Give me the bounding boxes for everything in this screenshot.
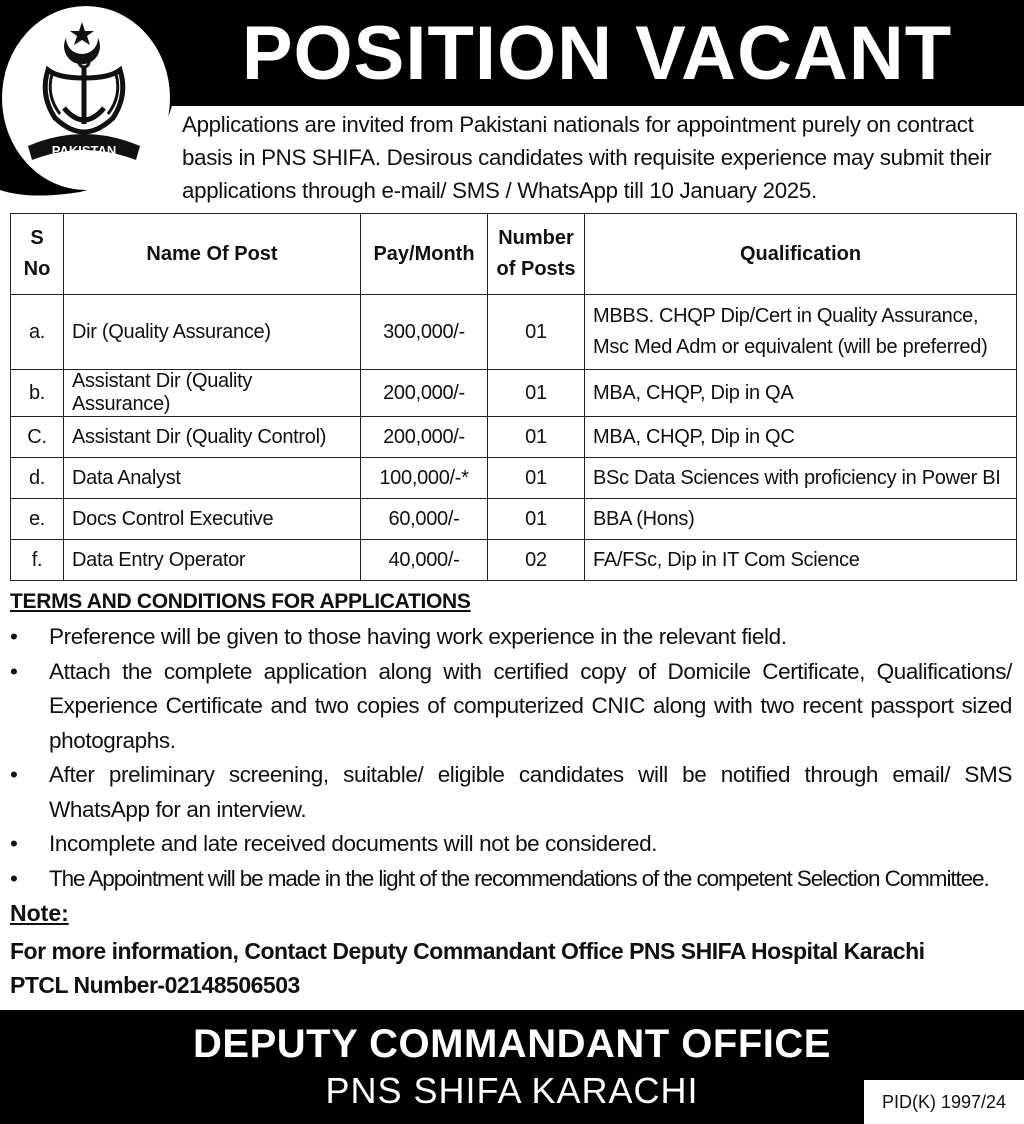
header-pay: Pay/Month (361, 214, 488, 295)
row-post-name: Docs Control Executive (64, 499, 361, 540)
bullet-icon: • (10, 658, 18, 684)
note-label: Note: (10, 900, 69, 926)
table-row (11, 458, 1017, 499)
contact-info: For more information, Contact Deputy Commandant Office PNS SHIFA Hospital Karachi (10, 938, 925, 964)
header-qualification: Qualification (585, 214, 1017, 295)
table-row (11, 295, 1017, 370)
row-qualification: FA/FSc, Dip in IT Com Science (585, 540, 1017, 581)
list-item: • Preference will be given to those having work experience in the relevant field. (10, 620, 1012, 655)
table-row (11, 370, 1017, 417)
row-posts: 01 (488, 499, 585, 540)
phone-number: PTCL Number-02148506503 (10, 972, 300, 998)
row-posts: 01 (488, 417, 585, 458)
header-sno: S No (11, 214, 64, 295)
pid-reference: PID(K) 1997/24 (864, 1080, 1024, 1124)
header-number: Number of Posts (488, 214, 585, 295)
row-pay: 200,000/- (361, 417, 488, 458)
row-qualification: MBA, CHQP, Dip in QA (585, 370, 1017, 417)
row-qualification: BBA (Hons) (585, 499, 1017, 540)
row-post-name: Data Entry Operator (64, 540, 361, 581)
terms-list (10, 620, 1012, 896)
row-pay: 100,000/-* (361, 458, 488, 499)
table-header-row (11, 214, 1017, 295)
row-sno: C. (11, 417, 64, 458)
table-row (11, 499, 1017, 540)
footer-location: PNS SHIFA KARACHI (325, 1070, 699, 1111)
navy-emblem-logo (0, 0, 172, 196)
table-row (11, 540, 1017, 581)
row-post-name: Assistant Dir (Quality Assurance) (64, 370, 361, 417)
bullet-icon: • (10, 831, 18, 856)
row-post-name: Assistant Dir (Quality Control) (64, 417, 361, 458)
row-pay: 60,000/- (361, 499, 488, 540)
list-item: • Incomplete and late received documents will not be considered. (10, 827, 1012, 862)
row-sno: a. (11, 295, 64, 370)
row-pay: 200,000/- (361, 370, 488, 417)
header-name: Name Of Post (64, 214, 361, 295)
row-sno: f. (11, 540, 64, 581)
terms-heading: TERMS AND CONDITIONS FOR APPLICATIONS (10, 590, 471, 613)
row-posts: 01 (488, 458, 585, 499)
title-banner (170, 0, 1024, 106)
bullet-icon: • (10, 762, 18, 787)
table-row (11, 417, 1017, 458)
row-pay: 40,000/- (361, 540, 488, 581)
vacancy-table (10, 213, 1017, 581)
row-post-name: Data Analyst (64, 458, 361, 499)
bullet-icon: • (10, 865, 18, 891)
row-qualification: BSc Data Sciences with proficiency in Power BI (585, 458, 1017, 499)
row-qualification: MBA, CHQP, Dip in QC (585, 417, 1017, 458)
row-posts: 02 (488, 540, 585, 581)
row-qualification: MBBS. CHQP Dip/Cert in Quality Assurance, Msc Med Adm or equivalent (will be preferred) (585, 295, 1017, 370)
row-pay: 300,000/- (361, 295, 488, 370)
row-sno: e. (11, 499, 64, 540)
row-posts: 01 (488, 295, 585, 370)
row-posts: 01 (488, 370, 585, 417)
page-title: POSITION VACANT (241, 10, 953, 96)
intro-paragraph: Applications are invited from Pakistani nationals for appointment purely on contract basis in PNS SHIFA. Desirous candidates with requisite experience may submit their applications through e-mail/ SMS / WhatsApp till 10 January 2025. (182, 112, 992, 203)
list-item: • After preliminary screening, suitable/ eligible candidates will be notified through email/ SMS WhatsApp for an interview. (10, 758, 1012, 827)
list-item: • Attach the complete application along with certified copy of Domicile Certificate, Qualifications/ Experience Certificate and two copies of computerized CNIC along with two recent passport sized photographs. (10, 655, 1012, 759)
bullet-icon: • (10, 624, 18, 649)
row-sno: d. (11, 458, 64, 499)
emblem-banner-text: PAKISTAN (51, 143, 117, 158)
footer-office: DEPUTY COMMANDANT OFFICE (193, 1022, 831, 1066)
row-sno: b. (11, 370, 64, 417)
list-item: • The Appointment will be made in the light of the recommendations of the competent Selection Committee. (10, 862, 1012, 897)
row-post-name: Dir (Quality Assurance) (64, 295, 361, 370)
